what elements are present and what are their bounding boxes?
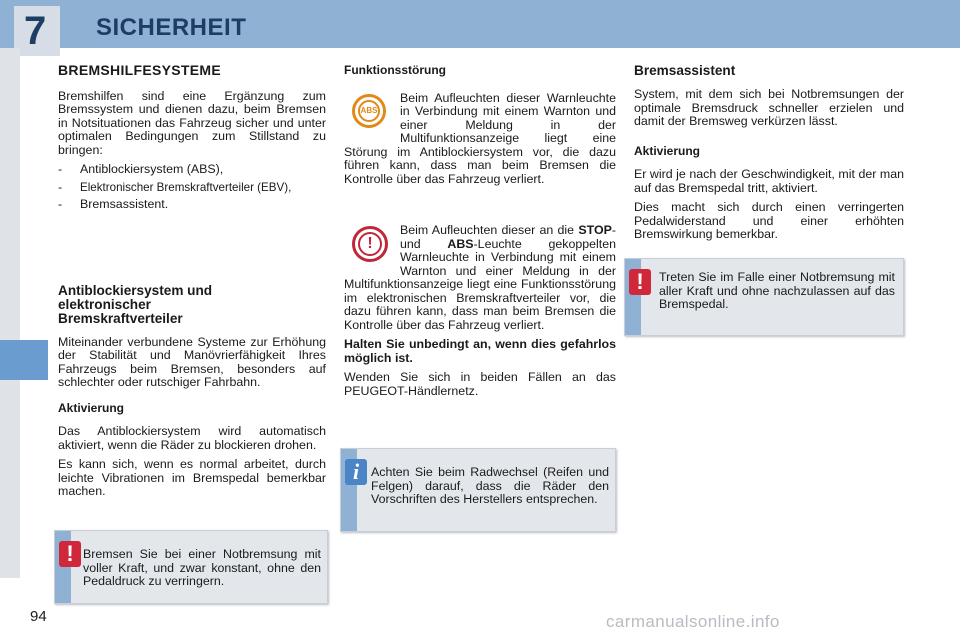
column-brake-systems	[58, 60, 326, 499]
activation-paragraph: Das Antiblockiersystem wird automatisch aktiviert, wenn die Räder zu blockieren drohen.	[58, 424, 326, 452]
abs-malfunction-paragraph: Beim Aufleuchten dieser Warnleuchte in Verbindung mit einem Warnton und einer Meldung in der Multifunktionsanzeige liegt eine Störung im Antiblockiersystem vor, die dazu führen kann, dass man beim Bremsen die Kontrolle über das Fahrzeug verliert.	[344, 90, 616, 186]
pedal-paragraph: Dies macht sich durch einen verringerten Pedalwiderstand und einer erhöhten Bremswirkung bemerkbar.	[634, 200, 904, 241]
list-item: - Bremsassistent.	[58, 197, 169, 211]
column-brake-assist	[634, 60, 904, 242]
activation-heading: Aktivierung	[58, 400, 125, 415]
brake-assist-heading: Bremsassistent	[634, 63, 736, 78]
section-heading: BREMSHILFESYSTEME	[58, 62, 222, 78]
warning-icon: !	[629, 269, 651, 295]
dealer-instruction: Wenden Sie sich in beiden Fällen an das PEUGEOT-Händlernetz.	[344, 370, 616, 398]
brake-aid-list	[58, 163, 326, 212]
ebv-malfunction-paragraph: Beim Aufleuchten dieser an die STOP- und ABS-Leuchte gekoppelten Warnleuchte in Verbindung mit einem Warnton und einer Meldung in der Multifunktionsanzeige liegt eine Funktionsstörung im elektronischen Bremskraftverteiler vor, die dazu führen kann, dass man beim Bremsen die Kontrolle über das Fahrzeug verliert.	[344, 223, 616, 332]
page-number: 94	[30, 608, 47, 625]
watermark: carmanualsonline.info	[606, 612, 780, 631]
column-malfunction	[344, 60, 616, 398]
abs-warning-lamp-icon: ABS	[344, 94, 396, 134]
info-note-middle: i Achten Sie beim Radwechsel (Reifen und Felgen) darauf, dass die Räder den Vorschriften des Herstellers entsprechen.	[340, 448, 616, 532]
intro-paragraph: Bremshilfen sind eine Ergänzung zum Bremssystem und dienen dazu, beim Bremsen in Notsituationen das Fahrzeug sicher und unter optimalen Bedingungen zum Stillstand zu bringen:	[58, 88, 326, 157]
vibration-paragraph: Es kann sich, wenn es normal arbeitet, durch leichte Vibrationen im Bremspedal bemerkbar machen.	[58, 457, 326, 498]
chapter-number: 7	[24, 9, 47, 53]
brake-warning-lamp-icon: !	[344, 226, 396, 266]
warning-note-left: ! Bremsen Sie bei einer Notbremsung mit voller Kraft, und zwar konstant, ohne den Pedaldruck zu verringern.	[54, 530, 328, 604]
page-title: SICHERHEIT	[96, 14, 247, 41]
warning-icon: !	[59, 541, 81, 567]
chapter-side-tab[interactable]	[0, 340, 48, 380]
activation-heading: Aktivierung	[634, 143, 701, 158]
stop-instruction: Halten Sie unbedingt an, wenn dies gefahrlos möglich ist.	[344, 337, 616, 365]
brake-assist-paragraph: System, mit dem sich bei Notbremsungen der optimale Bremsdruck schneller erzielen und damit der Bremsweg verkürzen lässt.	[634, 87, 904, 128]
list-item: - Elektronischer Bremskraftverteiler (EBV),	[58, 179, 292, 194]
side-band	[0, 48, 20, 578]
abs-section-title: Antiblockiersystem und elektronischer Bremskraftverteiler	[58, 282, 213, 326]
warning-note-right: ! Treten Sie im Falle einer Notbremsung mit aller Kraft und ohne nachzulassen auf das Bremspedal.	[624, 258, 904, 336]
abs-section-body: Miteinander verbundene Systeme zur Erhöhung der Stabilität und Manövrierfähigkeit Ihres Fahrzeugs beim Bremsen, besonders auf schlechter oder rutschiger Fahrbahn.	[58, 334, 326, 389]
list-item: - Antiblockiersystem (ABS),	[58, 162, 224, 176]
activation-paragraph: Er wird je nach der Geschwindigkeit, mit der man auf das Bremspedal tritt, aktiviert.	[634, 167, 904, 195]
malfunction-heading: Funktionsstörung	[344, 63, 446, 77]
info-icon: i	[345, 459, 367, 485]
